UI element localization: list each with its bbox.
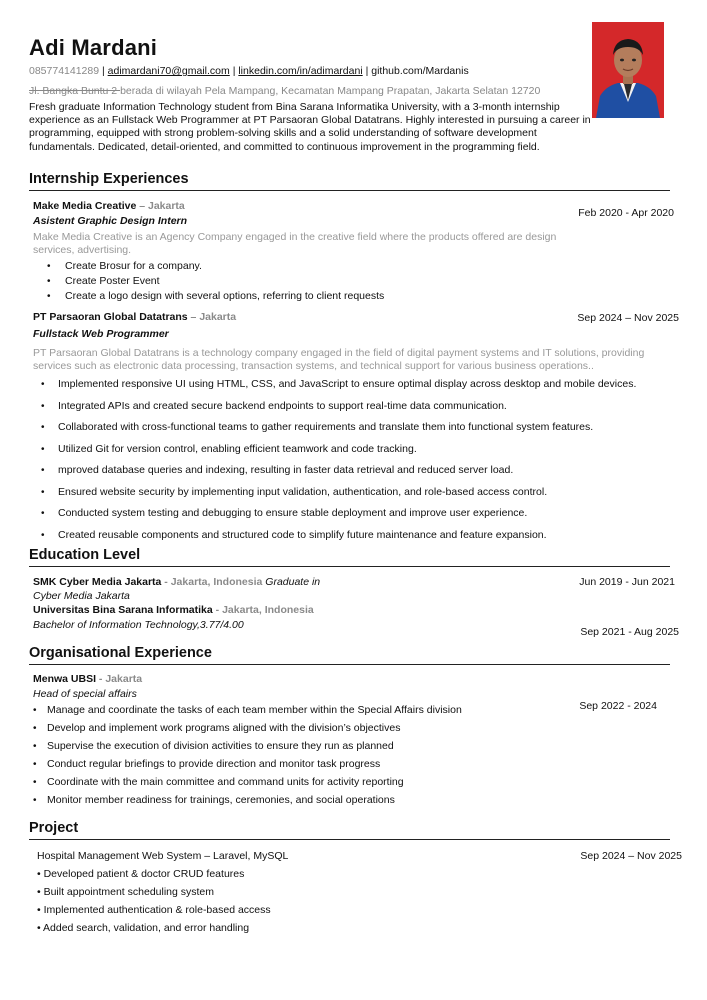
school-detail: Bachelor of Information Technology,3.77/4.00	[33, 619, 244, 631]
list-item: • Added search, validation, and error handling	[37, 922, 250, 934]
bullet-icon: •	[33, 759, 37, 770]
github-link[interactable]: github.com/Mardanis	[371, 65, 469, 77]
internship-date: Feb 2020 - Apr 2020	[578, 207, 674, 219]
bullet-icon: •	[41, 465, 45, 476]
list-item: • Built appointment scheduling system	[37, 886, 215, 898]
bullet-icon: •	[41, 443, 45, 455]
internship-role: Fullstack Web Programmer	[33, 328, 169, 340]
phone-number: 085774141289	[29, 65, 100, 77]
company-name: PT Parsaoran Global Datatrans	[33, 311, 188, 323]
bullet-icon: •	[47, 291, 51, 302]
section-divider	[29, 566, 670, 567]
bullet-icon: •	[47, 261, 51, 272]
internship-role: Asistent Graphic Design Intern	[33, 215, 188, 227]
list-item: • Implemented responsive UI using HTML, CSS, and JavaScript to ensure optimal display across desktop and mobile devices.	[41, 378, 637, 390]
list-item: • Create Brosur for a company.	[47, 260, 202, 272]
org-location: - Jakarta	[96, 673, 143, 685]
list-item: • Conducted system testing and debugging to ensure stable deployment and improve user experience.	[41, 507, 528, 519]
education-date: Jun 2019 - Jun 2021	[579, 576, 675, 588]
list-item: • Create a logo design with several options, referring to client requests	[47, 290, 385, 302]
organisation-name	[33, 673, 142, 686]
bullet-icon: •	[41, 529, 45, 541]
bullet-icon: •	[41, 486, 45, 498]
list-item: • Conduct regular briefings to provide direction and monitor task progress	[33, 758, 381, 770]
bullet-icon: •	[33, 795, 37, 806]
section-title-education: Education Level	[29, 547, 141, 563]
contact-separator: |	[362, 65, 372, 77]
section-divider	[29, 190, 670, 191]
contact-separator: |	[99, 65, 108, 77]
internship-company	[33, 311, 236, 324]
bullet-icon: •	[41, 508, 45, 519]
education-school	[33, 604, 314, 617]
school-detail: Cyber Media Jakarta	[33, 590, 130, 602]
school-name: Universitas Bina Sarana Informatika	[33, 604, 213, 616]
list-item: • Create Poster Event	[47, 275, 160, 287]
section-title-project: Project	[29, 820, 79, 836]
list-item: • Collaborated with cross-functional teams to gather requirements and translate them into functional system features.	[41, 421, 594, 433]
list-item: • Created reusable components and structured code to simplify future maintenance and feature expansion.	[41, 528, 547, 541]
bullet-icon: •	[41, 400, 45, 412]
organisation-date: Sep 2022 - 2024	[579, 700, 657, 712]
org-name: Menwa UBSI	[33, 673, 97, 685]
project-bullets	[37, 865, 271, 937]
bullet-icon: •	[33, 723, 37, 734]
address-text: berada di wilayah Pela Mampang, Kecamatan Mampang Prapatan, Jakarta Selatan 12720	[120, 85, 541, 97]
list-item: • Develop and implement work programs aligned with the division’s objectives	[33, 722, 401, 734]
bullet-icon: •	[41, 379, 45, 390]
list-item: • Supervise the execution of division activities to ensure they run as planned	[33, 740, 394, 752]
list-item: • Coordinate with the main committee and command units for activity reporting	[33, 776, 404, 788]
bullet-icon: •	[33, 705, 37, 716]
candidate-name: Adi Mardani	[29, 35, 158, 60]
list-item: • Developed patient & doctor CRUD features	[37, 868, 245, 880]
organisation-role: Head of special affairs	[33, 688, 137, 700]
email-link[interactable]: adimardani70@gmail.com	[107, 65, 230, 77]
linkedin-link[interactable]: linkedin.com/in/adimardani	[238, 65, 363, 77]
list-item: • Implemented authentication & role-based access	[37, 904, 271, 916]
person-photo-icon	[592, 22, 664, 118]
organisation-bullets	[33, 704, 462, 807]
list-item: • Monitor member readiness for trainings, ceremonies, and social operations	[33, 794, 395, 806]
company-description: PT Parsaoran Global Datatrans is a technology company engaged in the field of digital payment systems and IT solutions, providing services such as electronic data processing, transaction systems, and technical support for various business operations..	[33, 347, 645, 372]
bullet-icon: •	[47, 276, 51, 287]
school-degree-inline: Graduate in	[262, 576, 321, 588]
education-school	[33, 576, 320, 589]
list-item: • Integrated APIs and created secure backend endpoints to support real-time data communication.	[41, 399, 507, 412]
project-name: Hospital Management Web System – Laravel, MySQL	[37, 850, 289, 862]
bullet-icon: •	[33, 777, 37, 788]
bullet-icon: •	[41, 422, 45, 433]
education-date: Sep 2021 - Aug 2025	[580, 626, 679, 638]
list-item: • Manage and coordinate the tasks of each team member within the Special Affairs division	[33, 704, 462, 716]
section-title-internship: Internship Experiences	[29, 171, 189, 187]
internship-bullets	[47, 260, 385, 303]
profile-photo	[592, 22, 664, 118]
company-name: Make Media Creative	[33, 200, 137, 212]
internship-company	[33, 200, 185, 213]
list-item: • Ensured website security by implementing input validation, authentication, and role-based access control.	[41, 485, 548, 498]
list-item: • Utilized Git for version control, enabling efficient teamwork and code tracking.	[41, 442, 417, 455]
internship-date: Sep 2024 – Nov 2025	[577, 312, 679, 324]
profile-summary: Fresh graduate Information Technology student from Bina Sarana Informatika University, with a 3-month internship experience as an Fullstack Web Programmer at PT Parsaoran Global Datatrans. Highly interested in pursuing a career in programming, equipped with strong problem-solving skills and a solid understanding of software development fundamentals. Dedicated, detail-oriented, and committed to continuous improvement in the programming field.	[29, 101, 591, 153]
company-location: – Jakarta	[187, 311, 237, 323]
address-line	[29, 85, 540, 98]
bullet-icon: •	[33, 741, 37, 752]
school-location: - Jakarta, Indonesia	[161, 576, 263, 588]
section-title-organisation: Organisational Experience	[29, 645, 212, 661]
contact-line	[29, 65, 469, 78]
contact-separator: |	[229, 65, 239, 77]
school-name: SMK Cyber Media Jakarta	[33, 576, 162, 588]
company-location: – Jakarta	[136, 200, 185, 212]
school-location: - Jakarta, Indonesia	[212, 604, 314, 616]
section-divider	[29, 664, 670, 665]
company-description: Make Media Creative is an Agency Company engaged in the creative field where the products offered are design services, advertising.	[33, 231, 557, 256]
list-item: • mproved database queries and indexing, resulting in faster data retrieval and reduced server load.	[41, 464, 514, 476]
section-divider	[29, 839, 670, 840]
address-struck: Jl. Bangka Buntu 2	[29, 85, 121, 97]
internship-bullets	[41, 378, 637, 542]
project-date: Sep 2024 – Nov 2025	[580, 850, 682, 862]
